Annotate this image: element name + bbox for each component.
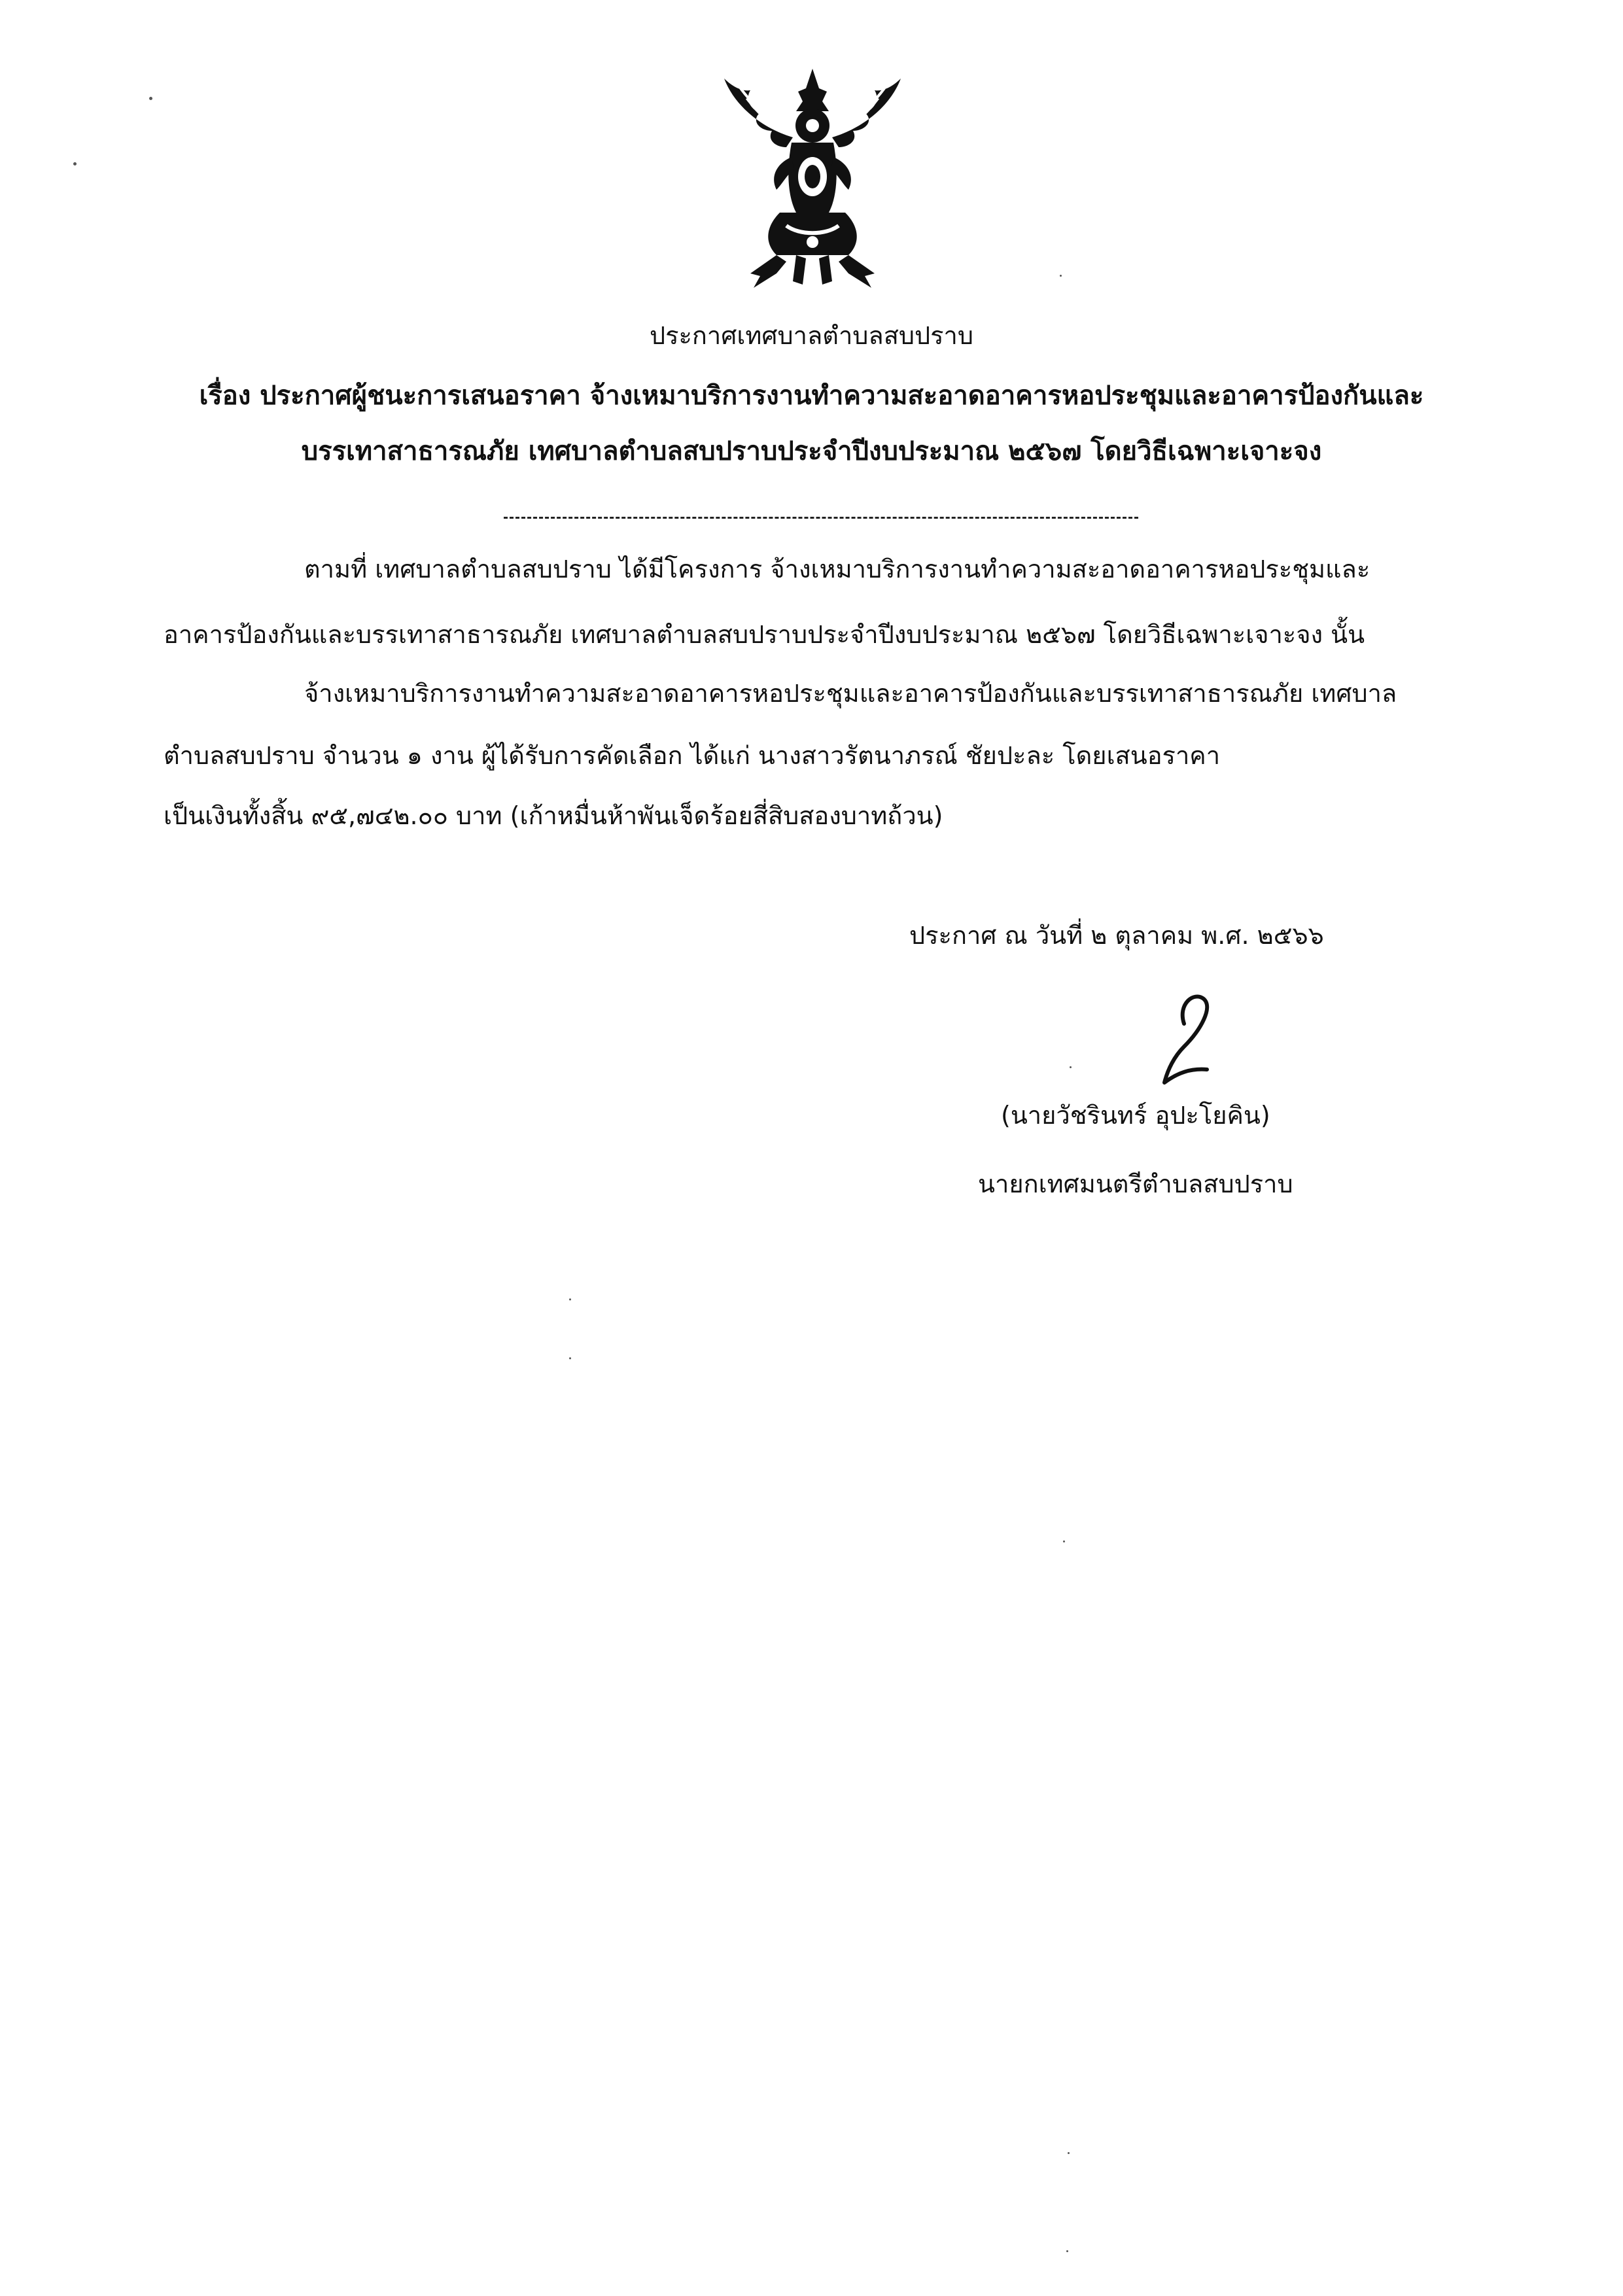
announcement-date: ประกาศ ณ วันที่ ๒ ตุลาคม พ.ศ. ๒๕๖๖ [909,921,1324,950]
scan-speck [1063,1540,1065,1542]
announcement-title: ประกาศเทศบาลตำบลสบปราบ [649,321,974,350]
paragraph-2-line-3: เป็นเงินทั้งสิ้น ๙๕,๗๔๒.๐๐ บาท (เก้าหมื่นห้าพันเจ็ดร้อยสี่สิบสองบาทถ้วน) [164,801,943,830]
paragraph-2-line-1: จ้างเหมาบริการงานทำความสะอาดอาคารหอประชุมและอาคารป้องกันและบรรเทาสาธารณภัย เทศบาล [304,679,1397,708]
signer-position: นายกเทศมนตรีตำบลสบปราบ [978,1170,1293,1198]
paragraph-2-line-2: ตำบลสบปราบ จำนวน ๑ งาน ผู้ได้รับการคัดเลือก ได้แก่ นางสาวรัตนาภรณ์ ชัยปะละ โดยเสนอราคา [164,741,1221,770]
signer-name: (นายวัชรินทร์ อุปะโยคิน) [1001,1101,1270,1130]
scan-speck [1066,2250,1068,2252]
subject-line-2: บรรเทาสาธารณภัย เทศบาลตำบลสบปราบประจำปีงบประมาณ ๒๕๖๗ โดยวิธีเฉพาะเจาะจง [301,436,1322,466]
scan-speck [1068,2152,1070,2154]
scan-speck [569,1298,571,1300]
title-divider [504,517,1138,519]
scan-speck [569,1357,571,1359]
signature-mark [1138,984,1230,1089]
scan-speck [73,162,77,165]
subject-line-1: เรื่อง ประกาศผู้ชนะการเสนอราคา จ้างเหมาบริการงานทำความสะอาดอาคารหอประชุมและอาคารป้องกันและ [199,381,1424,411]
paragraph-1-line-1: ตามที่ เทศบาลตำบลสบปราบ ได้มีโครงการ จ้างเหมาบริการงานทำความสะอาดอาคารหอประชุมและ [304,555,1370,583]
paragraph-1-line-2: อาคารป้องกันและบรรเทาสาธารณภัย เทศบาลตำบลสบปราบประจำปีงบประมาณ ๒๕๖๗ โดยวิธีเฉพาะเจาะจง นั้น [164,620,1365,649]
scan-speck [1070,1066,1072,1068]
garuda-emblem-icon [714,65,911,294]
scan-speck [149,97,152,100]
scan-speck [1060,275,1062,277]
